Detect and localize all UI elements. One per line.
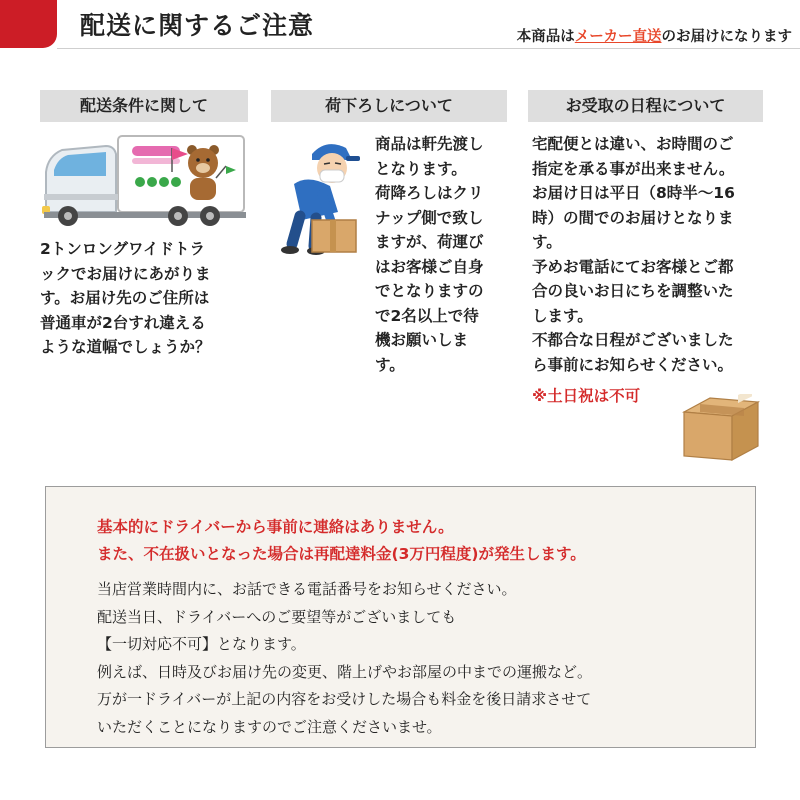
notice-body-text: 当店営業時間内に、お話できる電話番号をお知らせください。 配送当日、ドライバーへのご要望等がございましても 【一切対応不可】となります。 例えば、日時及びお届け先の変更、階上げやお部屋の中までの運搬など。 万が一ドライバーが上記の内容をお受けした場合も料金を後日請求させて いただくことになりますのでご注意くださいませ。 (97, 580, 593, 736)
header-divider (57, 48, 800, 49)
receiving-schedule-text: 宅配便とは違い、お時間のご 指定を承る事が出来ません。 お届け日は平日（8時半〜16 時）の間でのお届けとなりま す。 予めお電話にてお客様とご都 合の良いお日にちを調整いた します。 不都合な日程がございました ら事前にお知らせください。 (532, 135, 735, 374)
column-heading-unloading: 荷下ろしについて (271, 90, 507, 122)
delivery-truck-illustration (40, 132, 250, 227)
delivery-conditions-text: 2トンロングワイドトラ ックでお届けにあがりま す。お届け先のご住所は 普通車が2台すれ違える ような道幅でしょうか？ (40, 240, 211, 356)
weekend-holiday-warning: ※土日祝は不可 (532, 387, 641, 405)
header-note-highlight: メーカー直送 (574, 29, 662, 45)
header-note (517, 25, 792, 46)
notice-warning-text: 基本的にドライバーから事前に連絡はありません。 また、不在扱いとなった場合は再配達料金(3万円程度)が発生します。 (97, 518, 586, 563)
cardboard-box-illustration (680, 394, 762, 464)
header-note-prefix: 本商品は (516, 29, 575, 45)
column-heading-receiving-schedule: お受取の日程について (528, 90, 763, 122)
column-heading-delivery-conditions: 配送条件に関して (40, 90, 248, 122)
delivery-worker-illustration (272, 132, 364, 257)
page-title: 配送に関するご注意 (80, 11, 315, 40)
header-accent-tab (0, 0, 57, 48)
page-header (0, 0, 800, 56)
header-note-suffix: のお届けになります (661, 29, 792, 45)
unloading-text: 商品は軒先渡し となります。 荷降ろしはクリ ナップ側で致し ますが、荷運び はお客様ご自身 でとなりますの で2名以上で待 機お願いしま す。 (375, 135, 484, 374)
